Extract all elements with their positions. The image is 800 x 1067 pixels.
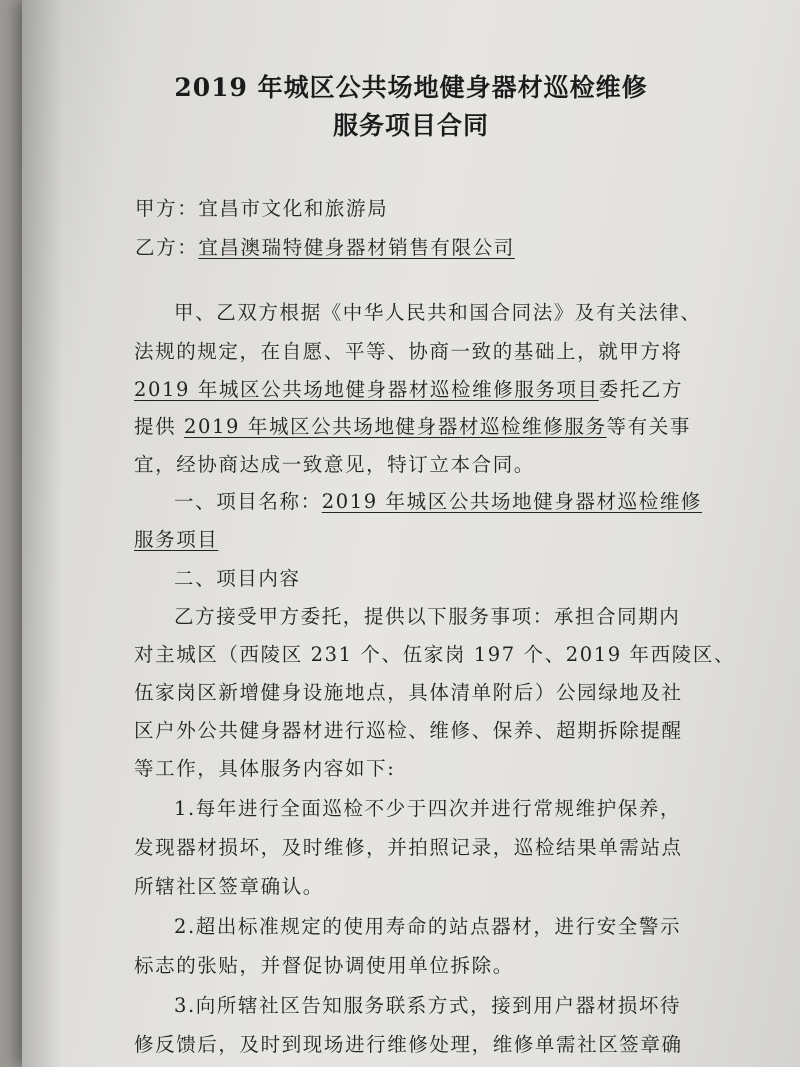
party-b-line [135,232,515,260]
item-3-line-2: 修反馈后，及时到现场进行维修处理，维修单需社区签章确 [134,1033,683,1056]
intro-line-2: 法规的规定，在自愿、平等、协商一致的基础上，就甲方将 [134,340,683,363]
section-1-name-line-1: 2019 年城区公共场地健身器材巡检维修 [321,490,703,513]
section-2-para-line-4: 区户外公共健身器材进行巡检、维修、保养、超期拆除提醒 [134,719,683,742]
party-b-label: 乙方： [135,236,199,259]
intro-line-3-rest: 委托乙方 [598,378,684,401]
intro-line-4-rest: 等有关事 [606,415,691,438]
section-2-para-line-2: 对主城区（西陵区 231 个、伍家岗 197 个、2019 年西陵区、 [134,643,736,666]
item-2-line-1: 2.超出标准规定的使用寿命的站点器材，进行安全警示 [174,915,682,938]
page-edge-shadow [22,0,62,1067]
party-a-label: 甲方： [135,197,199,220]
section-1-name-line-2: 服务项目 [134,528,219,551]
party-b-name: 宜昌澳瑞特健身器材销售有限公司 [198,236,515,259]
contract-title-line-1: 2019 年城区公共场地健身器材巡检维修 [174,73,648,102]
service-name-underlined: 2019 年城区公共场地健身器材巡检维修服务 [184,415,607,438]
intro-line-1: 甲、乙双方根据《中华人民共和国合同法》及有关法律、 [174,301,702,324]
intro-line-4 [134,411,691,439]
section-2-heading: 二、项目内容 [174,567,301,590]
item-1-line-1: 1.每年进行全面巡检不少于四次并进行常规维护保养， [174,797,682,820]
intro-line-5: 宜，经协商达成一致意见，特订立本合同。 [134,453,535,476]
item-1-line-3: 所辖社区签章确认。 [134,875,324,898]
section-1-line-1 [174,486,702,514]
intro-line-3 [134,374,683,402]
project-name-underlined: 2019 年城区公共场地健身器材巡检维修服务项目 [134,378,599,401]
contract-title-line-2: 服务项目合同 [332,111,489,140]
party-a-name: 宜昌市文化和旅游局 [198,197,389,220]
item-2-line-2: 标志的张贴，并督促协调使用单位拆除。 [134,954,514,977]
item-3-line-1: 3.向所辖社区告知服务联系方式，接到用户器材损坏待 [174,994,682,1017]
section-1-heading: 一、项目名称： [174,490,322,513]
contract-page [22,0,800,1067]
section-1-line-2 [134,524,218,552]
party-a-line [135,193,388,221]
section-2-para-line-1: 乙方接受甲方委托，提供以下服务事项：承担合同期内 [174,605,681,628]
item-1-line-2: 发现器材损坏，及时维修，并拍照记录，巡检结果单需站点 [134,836,683,859]
section-2-para-line-3: 伍家岗区新增健身设施地点，具体清单附后）公园绿地及社 [134,681,683,704]
section-2-para-line-5: 等工作，具体服务内容如下: [134,757,396,780]
intro-line-4-start: 提供 [134,415,177,438]
